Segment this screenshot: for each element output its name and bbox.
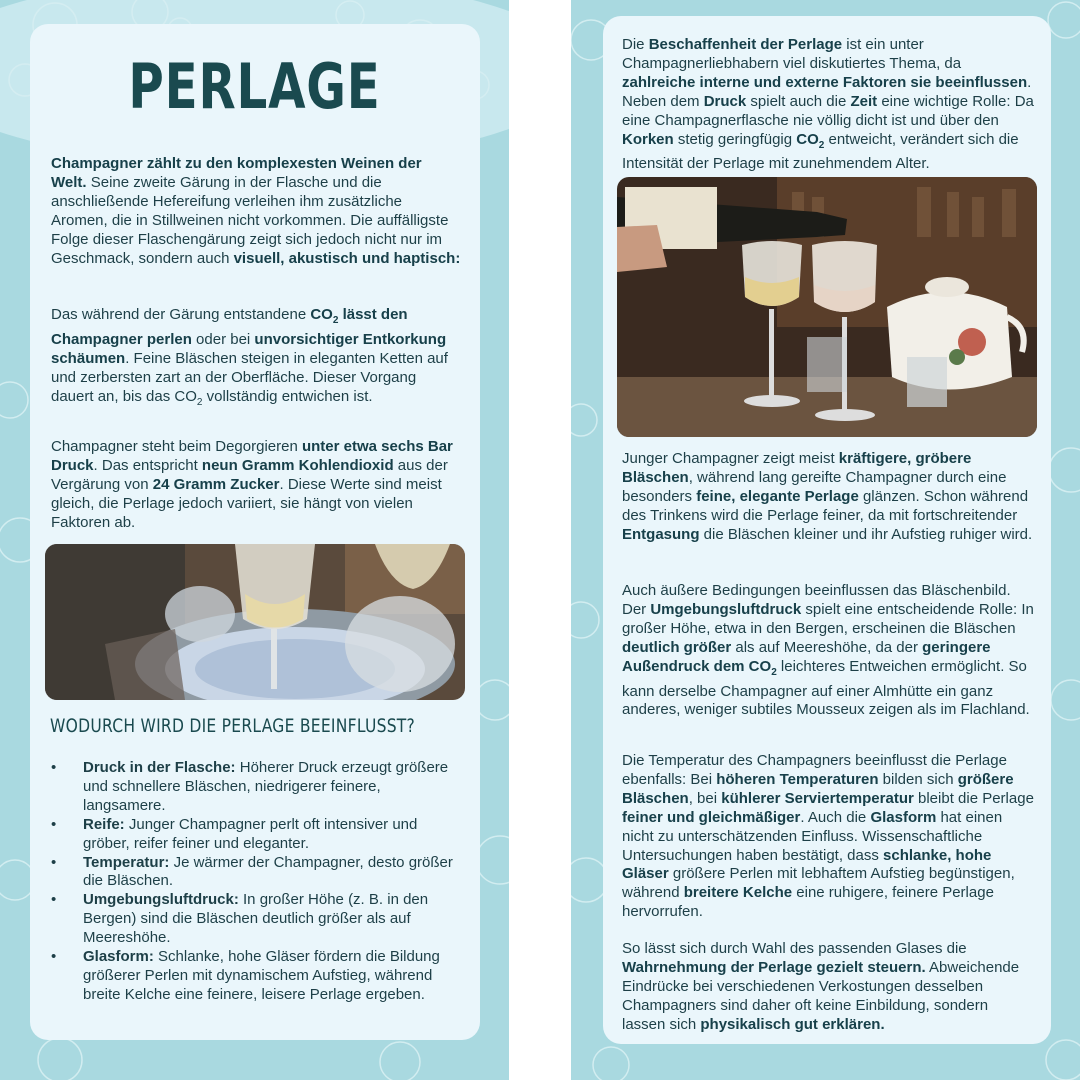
maturity-paragraph: Junger Champagner zeigt meist kräftigere, gröbere Bläschen, während lang gereifte Champagner durch eine besonders feine, elegante Perlage glänzen. Schon während des Trinkens wird die Perlage feiner, da mit fortschreitender Entgasung die Bläschen kleiner und ihr Aufstieg ruhiger wird. — [622, 450, 1033, 543]
perlage-intro-paragraph: Die Beschaffenheit der Perlage ist ein unter Champagnerliebhabern viel diskutiertes Thema, da zahlreiche interne und externe Faktoren sie beeinflussen. Neben dem Druck spielt auch die Zeit eine wichtige Rolle: Da eine Champagnerflasche nie völlig dicht ist und über den Korken stetig geringfügig $CO_2$ entweicht, verändert sich die Intensität der Perlage mit zunehmendem Alter. — [622, 36, 1034, 173]
air-pressure-paragraph: Auch äußere Bedingungen beeinflussen das Bläschenbild. Der Umgebungsluftdruck spielt eine entscheidende Rolle: In großer Höhe, etwa in den Bergen, erscheinen die Bläschen deutlich größer als auf Meereshöhe, da der geringere Außendruck dem $CO_2$ leichteres Entweichen ermöglicht. So kann derselbe Champagner auf einer Almhütte ein ganz anderes, weniger subtiles Mousseux zeigen als im Flachland. — [622, 582, 1034, 719]
list-item: • Glasform: Schlanke, hohe Gläser fördern die Bildung größerer Perlen mit dynamischem Aufstieg, während breite Kelche eine feinere, leisere Perlage ergeben. — [51, 948, 461, 1005]
list-item: • Temperatur: Je wärmer der Champagner, desto größer die Bläschen. — [51, 854, 461, 892]
right-panel — [571, 0, 1080, 1080]
intro-paragraph: Champagner zählt zu den komplexesten Weinen der Welt. Seine zweite Gärung in der Flasche und die anschließende Hefereifung verleihen ihm zusätzliche Aromen, die in Stillweinen nicht vorkommen. Die auffälligste Folge dieser Flaschengärung zeigt sich jedoch nicht nur im Geschmack, sondern auch visuell, akustisch und haptisch: — [51, 155, 461, 267]
list-item: • Reife: Junger Champagner perlt oft intensiver und gröber, reifer feiner und eleganter. — [51, 816, 461, 854]
conclusion-paragraph: So lässt sich durch Wahl des passenden Glases die Wahrnehmung der Perlage gezielt steuern. Abweichende Eindrücke bei verschiedenen Verkostungen desselben Champagners sind daher oft keine Einbildung, sondern lassen sich physikalisch gut erklären. — [622, 940, 1020, 1033]
influence-list — [51, 759, 461, 1005]
influence-subheading: WODURCH WIRD DIE PERLAGE BEEINFLUSST? — [50, 716, 416, 737]
list-item: • Druck in der Flasche: Höherer Druck erzeugt größere und schnellere Bläschen, niedrigerer feinere, langsamere. — [51, 759, 461, 816]
pressure-paragraph: Champagner steht beim Degorgieren unter etwa sechs Bar Druck. Das entspricht neun Gramm Kohlendioxid aus der Vergärung von 24 Gramm Zucker. Diese Werte sind meist gleich, die Perlage jedoch variiert, sie hängt von vielen Faktoren ab. — [51, 438, 453, 531]
page-title: PERLAGE — [128, 50, 381, 123]
co2-paragraph: Das während der Gärung entstandene $CO_2$ lässt den Champagner perlen oder bei unvorsichtiger Entkorkung schäumen. Feine Bläschen steigen in eleganten Ketten auf und zerbersten zart an der Oberfläche. Dieser Vorgang dauert an, bis das $CO_2$ vollständig entwichen ist. — [51, 306, 448, 408]
table-glasses-photo — [45, 544, 465, 700]
left-panel — [0, 0, 509, 1080]
list-item: • Umgebungsluftdruck: In großer Höhe (z. B. in den Bergen) sind die Bläschen deutlich größer als auf Meereshöhe. — [51, 891, 461, 948]
pouring-champagne-photo — [617, 177, 1037, 437]
temperature-paragraph: Die Temperatur des Champagners beeinflusst die Perlage ebenfalls: Bei höheren Temperaturen bilden sich größere Bläschen, bei kühlerer Serviertemperatur bleibt die Perlage feiner und gleichmäßiger. Auch die Glasform hat einen nicht zu unterschätzenden Einfluss. Wissenschaftliche Untersuchungen haben bestätigt, dass schlanke, hohe Gläser größere Perlen mit lebhaftem Aufstieg begünstigen, während breitere Kelche eine ruhigere, feinere Perlage hervorrufen. — [622, 752, 1034, 921]
